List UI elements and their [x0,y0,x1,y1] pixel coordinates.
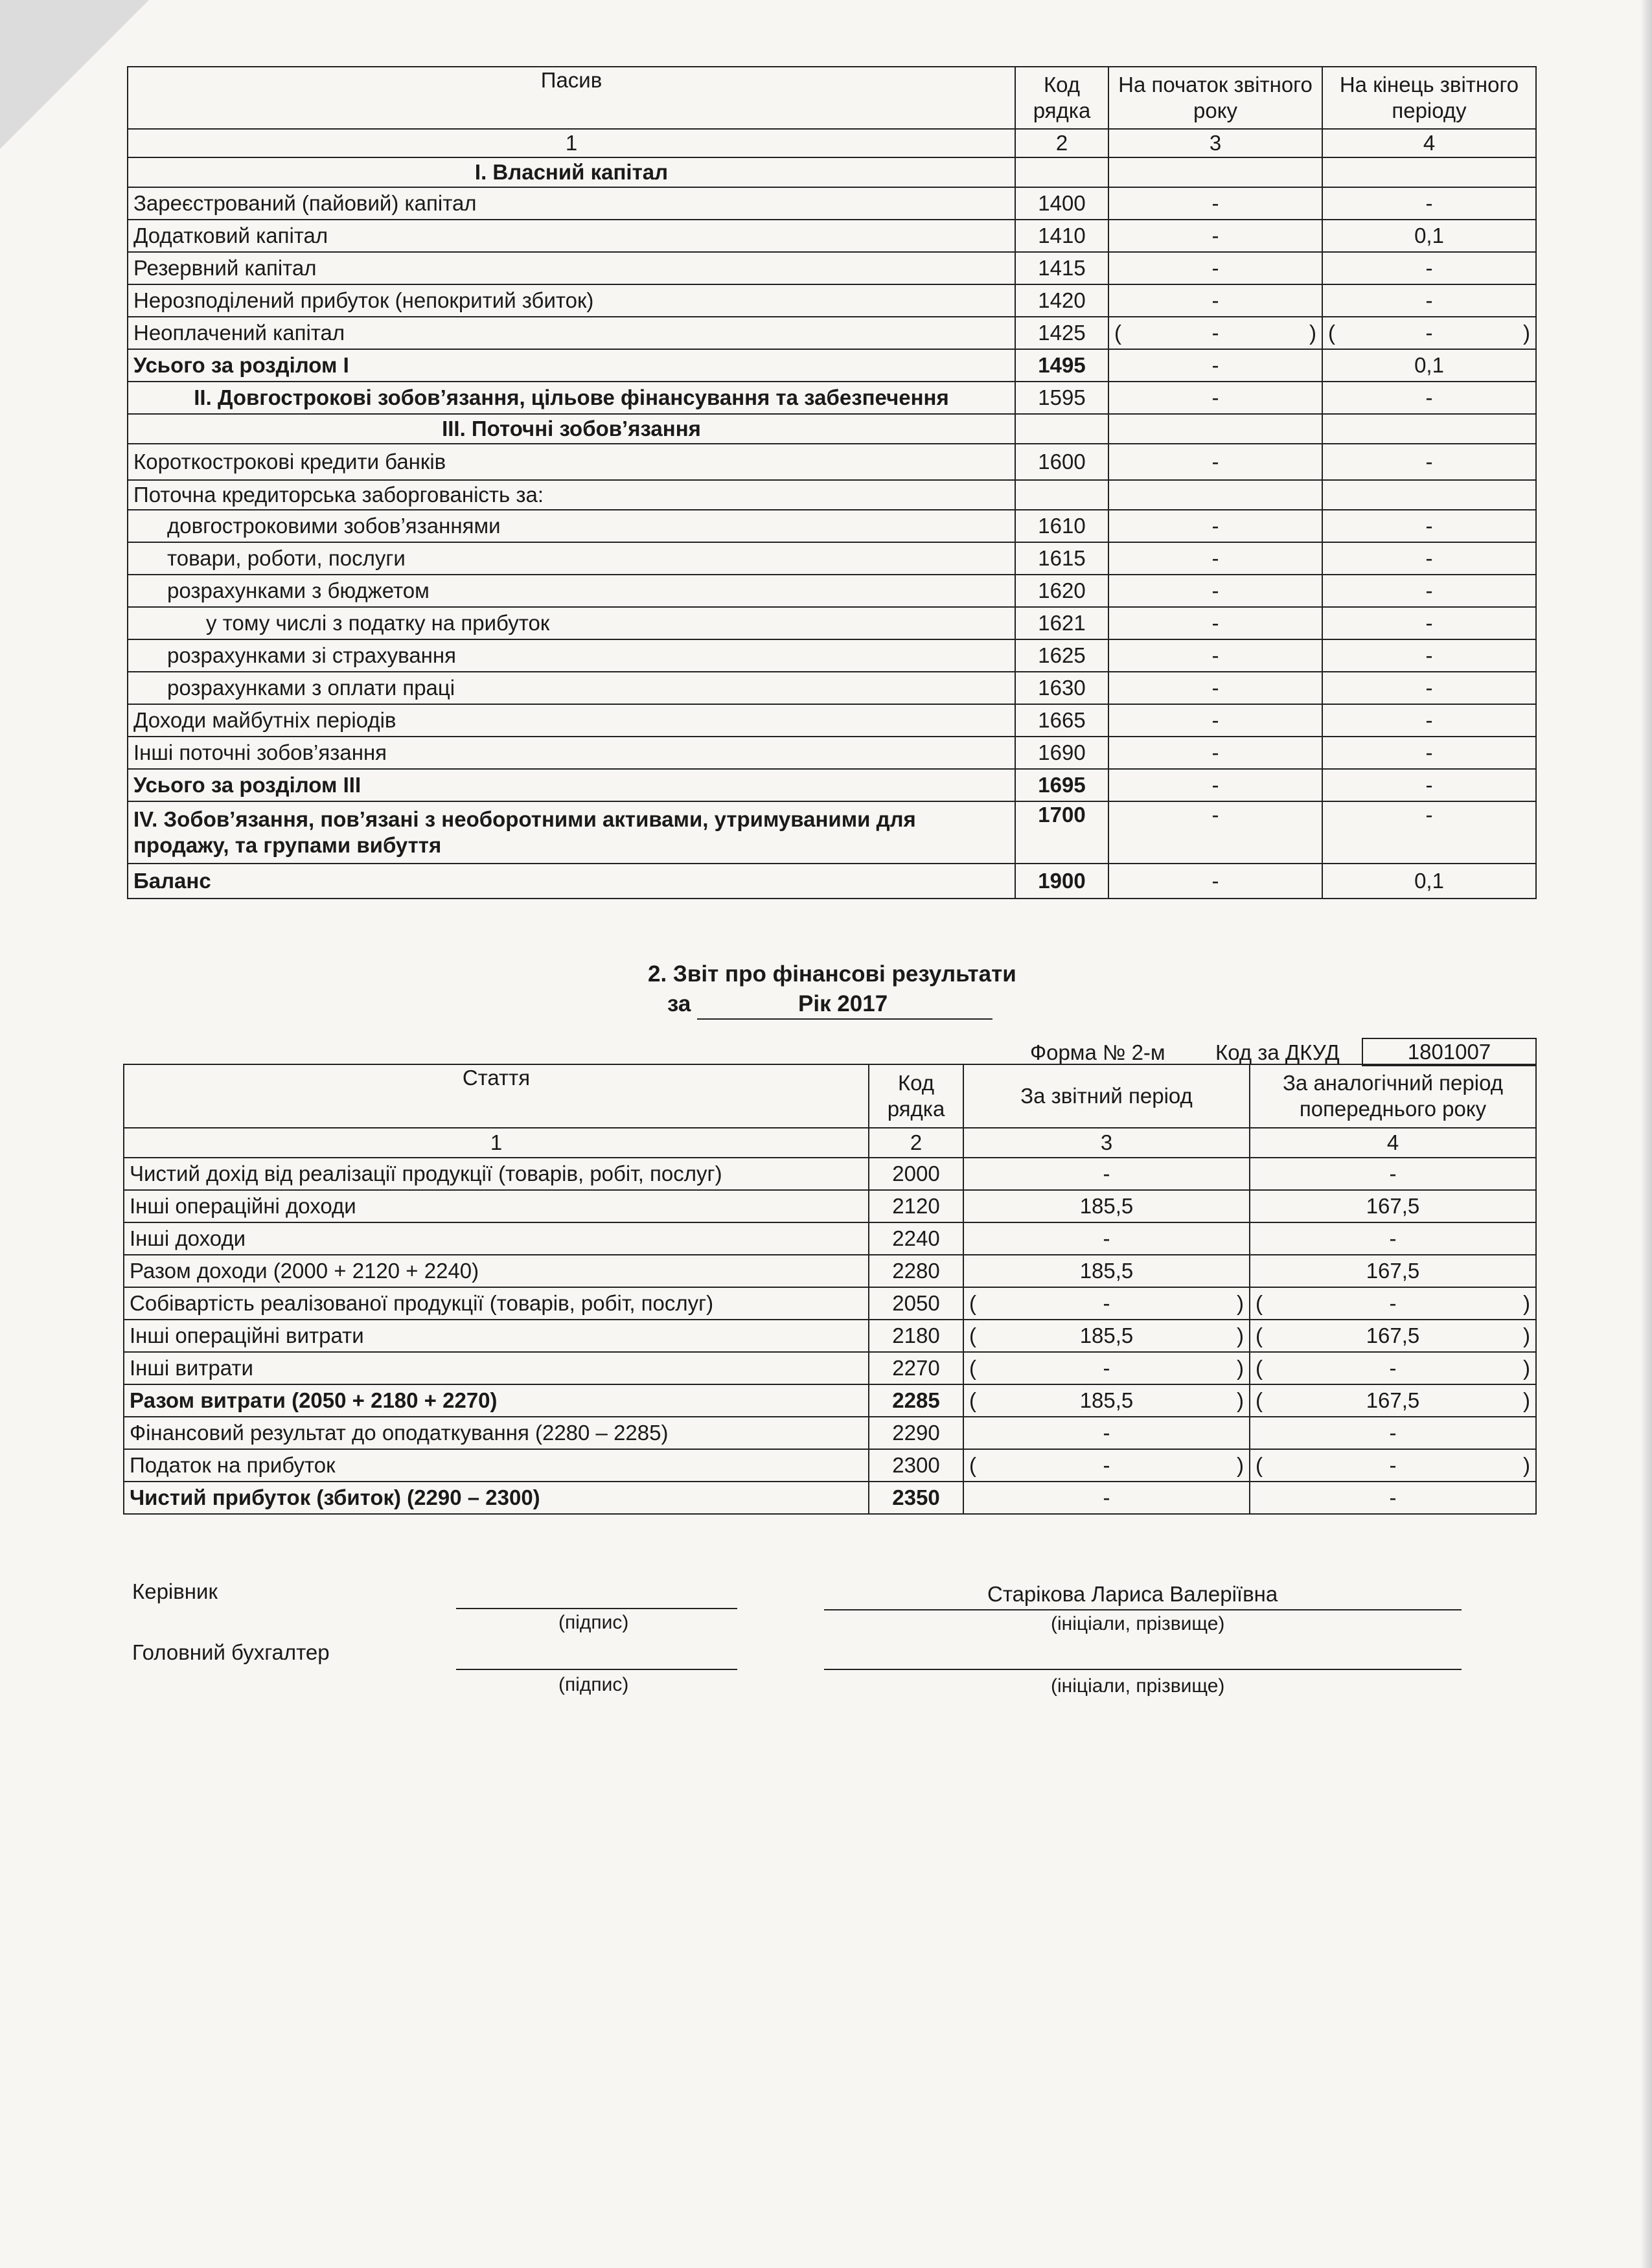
table-row [124,1158,1536,1190]
table-header-row [124,1064,1536,1128]
row-end: - [1322,187,1536,220]
table-row [128,284,1536,317]
row-previous: - [1389,1453,1397,1478]
row-current: - [1103,1291,1110,1316]
row-start: - [1108,284,1322,317]
row-start: - [1108,864,1322,899]
row-label: у тому числі з податку на прибуток [128,607,1015,639]
row-current: - [963,1482,1250,1514]
row-start: - [1211,321,1219,345]
row-previous: 167,5 [1250,1255,1536,1287]
row-end: - [1322,284,1536,317]
row-previous: - [1389,1291,1397,1316]
section-heading-row [128,157,1536,187]
row-label: Нерозподілений прибуток (непокритий збиток) [128,284,1015,317]
row-previous: - [1389,1356,1397,1380]
table-row [128,737,1536,769]
column-header: Код рядка [1015,67,1108,129]
row-label: розрахунками з оплати праці [128,672,1015,704]
row-previous: - [1250,1482,1536,1514]
table-row [124,1222,1536,1255]
row-end: - [1322,607,1536,639]
column-number-row [128,129,1536,157]
section-heading-row [128,414,1536,444]
row-previous: 167,5 [1366,1388,1420,1413]
director-signature-line [456,1608,737,1609]
accountant-signature-line [456,1669,737,1670]
table-row-total [128,864,1536,899]
table-row-total: Разом витрати (2050 + 2180 + 2270) 2285 ( 185,5 ) ( 167,5 ) [124,1384,1536,1417]
section-heading: ІІІ. Поточні зобов’язання [128,414,1015,444]
row-code: 2050 [869,1287,963,1320]
row-code: 1665 [1015,704,1108,737]
row-label: Чистий прибуток (збиток) (2290 – 2300) [124,1482,869,1514]
row-code: 1900 [1015,864,1108,899]
table-row [128,704,1536,737]
table-row: Собівартість реалізованої продукції (товарів, робіт, послуг) 2050 ( - ) ( - ) [124,1287,1536,1320]
row-code: 1425 [1015,317,1108,349]
row-label: Фінансовий результат до оподаткування (2280 – 2285) [124,1417,869,1449]
page-edge-shadow [1640,0,1652,2268]
accountant-name-line [824,1669,1462,1670]
row-code: 1615 [1015,542,1108,575]
row-current: - [1103,1453,1110,1478]
row-previous: - [1250,1222,1536,1255]
row-code: 2180 [869,1320,963,1352]
accountant-label: Головний бухгалтер [132,1640,330,1664]
row-end: - [1322,382,1536,414]
table-row [128,672,1536,704]
column-header: На початок звітного року [1108,67,1322,129]
director-name-line [824,1609,1462,1610]
column-header: За аналогічний період попереднього року [1250,1064,1536,1128]
column-number: 2 [869,1128,963,1158]
row-code: 1420 [1015,284,1108,317]
table-row: Податок на прибуток 2300 ( - ) ( - ) [124,1449,1536,1482]
row-label: Усього за розділом ІІІ [128,769,1015,801]
table-row [124,1417,1536,1449]
section-heading-row [128,382,1536,414]
row-label: Інші поточні зобов’язання [128,737,1015,769]
row-code: 1621 [1015,607,1108,639]
report-title: 2. Звіт про фінансові результати [648,961,1016,987]
row-end: - [1322,769,1536,801]
column-header: За звітний період [963,1064,1250,1128]
row-end: - [1322,737,1536,769]
row-code: 2120 [869,1190,963,1222]
table-row [124,1190,1536,1222]
row-code: 1410 [1015,220,1108,252]
row-code: 1495 [1015,349,1108,382]
row-end: - [1322,639,1536,672]
row-code: 1595 [1015,382,1108,414]
table-row [124,1255,1536,1287]
form-label: Форма № 2-м [1030,1040,1165,1064]
row-code: 2285 [869,1384,963,1417]
table-row [128,444,1536,480]
row-end: 0,1 [1322,220,1536,252]
column-number: 3 [963,1128,1250,1158]
section-heading-row [128,801,1536,864]
row-end: - [1322,510,1536,542]
row-end: - [1322,801,1536,864]
row-code: 1695 [1015,769,1108,801]
row-label: Баланс [128,864,1015,899]
report-period: Рік 2017 [798,991,888,1016]
dkud-code: 1801007 [1362,1038,1537,1066]
row-start: - [1108,737,1322,769]
row-end: - [1425,321,1433,345]
row-code: 1610 [1015,510,1108,542]
row-previous: 167,5 [1366,1323,1420,1348]
table-row [128,542,1536,575]
table-row: Інші операційні витрати 2180 ( 185,5 ) ( 167,5 ) [124,1320,1536,1352]
table-row [128,510,1536,542]
table-row [128,252,1536,284]
row-code: 1630 [1015,672,1108,704]
column-header: Пасив [128,67,1015,129]
row-end: - [1322,252,1536,284]
row-label: Інші витрати [124,1352,869,1384]
row-previous: 167,5 [1250,1190,1536,1222]
table-row [128,639,1536,672]
row-label: Усього за розділом І [128,349,1015,382]
column-header: На кінець звітного періоду [1322,67,1536,129]
row-code: 1620 [1015,575,1108,607]
row-end: - [1322,672,1536,704]
balance-liabilities-table [127,66,1537,899]
row-label: Податок на прибуток [124,1449,869,1482]
row-label: Зареєстрований (пайовий) капітал [128,187,1015,220]
director-label: Керівник [132,1579,218,1603]
section-heading: І. Власний капітал [128,157,1015,187]
table-row-total [128,349,1536,382]
row-code: 1415 [1015,252,1108,284]
row-label: довгостроковими зобов’язаннями [128,510,1015,542]
column-header: Код рядка [869,1064,963,1128]
row-current: 185,5 [1079,1388,1134,1413]
director-name-caption: (ініціали, прізвище) [1051,1613,1225,1634]
table-row [128,575,1536,607]
row-current: 185,5 [1079,1323,1134,1348]
row-start: - [1108,349,1322,382]
dkud-label: Код за ДКУД [1215,1040,1340,1064]
row-code: 2290 [869,1417,963,1449]
row-label: Разом витрати (2050 + 2180 + 2270) [124,1384,869,1417]
row-current: - [963,1158,1250,1190]
period-prefix: за [667,991,691,1016]
row-start: - [1108,542,1322,575]
row-label: розрахунками з бюджетом [128,575,1015,607]
row-start: - [1108,444,1322,480]
row-code: 2350 [869,1482,963,1514]
column-header: Стаття [124,1064,869,1128]
row-current: 185,5 [963,1190,1250,1222]
section-heading: ІІ. Довгострокові зобов’язання, цільове фінансування та забезпечення [128,382,1015,414]
row-start: - [1108,382,1322,414]
director-name: Старікова Лариса Валеріївна [987,1582,1278,1606]
row-start: - [1108,607,1322,639]
row-code: 1625 [1015,639,1108,672]
row-current: - [963,1222,1250,1255]
table-row: Неоплачений капітал 1425 ( - ) ( - ) [128,317,1536,349]
period-underline [697,1018,992,1020]
row-end: - [1322,704,1536,737]
row-start: - [1108,510,1322,542]
row-label: розрахунками зі страхування [128,639,1015,672]
column-number: 4 [1250,1128,1536,1158]
column-number-row [124,1128,1536,1158]
row-code: 1600 [1015,444,1108,480]
column-number: 2 [1015,129,1108,157]
row-code: 1690 [1015,737,1108,769]
row-current: 185,5 [963,1255,1250,1287]
director-signature-caption: (підпис) [558,1612,629,1633]
row-start: - [1108,769,1322,801]
row-label: Собівартість реалізованої продукції (товарів, робіт, послуг) [124,1287,869,1320]
row-label: Інші доходи [124,1222,869,1255]
row-previous: - [1250,1417,1536,1449]
table-row [128,187,1536,220]
column-number: 1 [128,129,1015,157]
table-row [128,220,1536,252]
table-row-total [128,769,1536,801]
table-row [128,607,1536,639]
row-code: 2000 [869,1158,963,1190]
row-start: - [1108,187,1322,220]
table-header-row [128,67,1536,129]
row-label: Разом доходи (2000 + 2120 + 2240) [124,1255,869,1287]
row-start: - [1108,575,1322,607]
row-current: - [963,1417,1250,1449]
row-start: - [1108,252,1322,284]
accountant-name-caption: (ініціали, прізвище) [1051,1675,1225,1697]
row-code: 1400 [1015,187,1108,220]
row-label: товари, роботи, послуги [128,542,1015,575]
row-end: 0,1 [1322,349,1536,382]
section-heading: ІV. Зобов’язання, пов’язані з необоротними активами, утримуваними для продажу, та групами вибуття [128,801,1015,864]
row-label: Короткострокові кредити банків [128,444,1015,480]
column-number: 1 [124,1128,869,1158]
row-start: - [1108,672,1322,704]
row-start: - [1108,704,1322,737]
row-label: Неоплачений капітал [128,317,1015,349]
column-number: 3 [1108,129,1322,157]
row-code: 2270 [869,1352,963,1384]
row-label: Поточна кредиторська заборгованість за: [128,480,1015,510]
row-label: Додатковий капітал [128,220,1015,252]
table-row: Інші витрати 2270 ( - ) ( - ) [124,1352,1536,1384]
row-end: - [1322,444,1536,480]
row-code: 2280 [869,1255,963,1287]
row-end: - [1322,542,1536,575]
accountant-signature-caption: (підпис) [558,1674,629,1695]
row-start: - [1108,801,1322,864]
row-current: - [1103,1356,1110,1380]
row-label: Інші операційні витрати [124,1320,869,1352]
table-row [128,480,1536,510]
row-previous: - [1250,1158,1536,1190]
row-label: Резервний капітал [128,252,1015,284]
row-label: Інші операційні доходи [124,1190,869,1222]
column-number: 4 [1322,129,1536,157]
row-code: 1700 [1015,801,1108,864]
row-code: 2240 [869,1222,963,1255]
row-start: - [1108,639,1322,672]
row-code: 2300 [869,1449,963,1482]
financial-results-table [123,1064,1537,1515]
row-label: Доходи майбутніх періодів [128,704,1015,737]
row-end: 0,1 [1322,864,1536,899]
table-row-total [124,1482,1536,1514]
row-label: Чистий дохід від реалізації продукції (товарів, робіт, послуг) [124,1158,869,1190]
row-start: - [1108,220,1322,252]
row-end: - [1322,575,1536,607]
